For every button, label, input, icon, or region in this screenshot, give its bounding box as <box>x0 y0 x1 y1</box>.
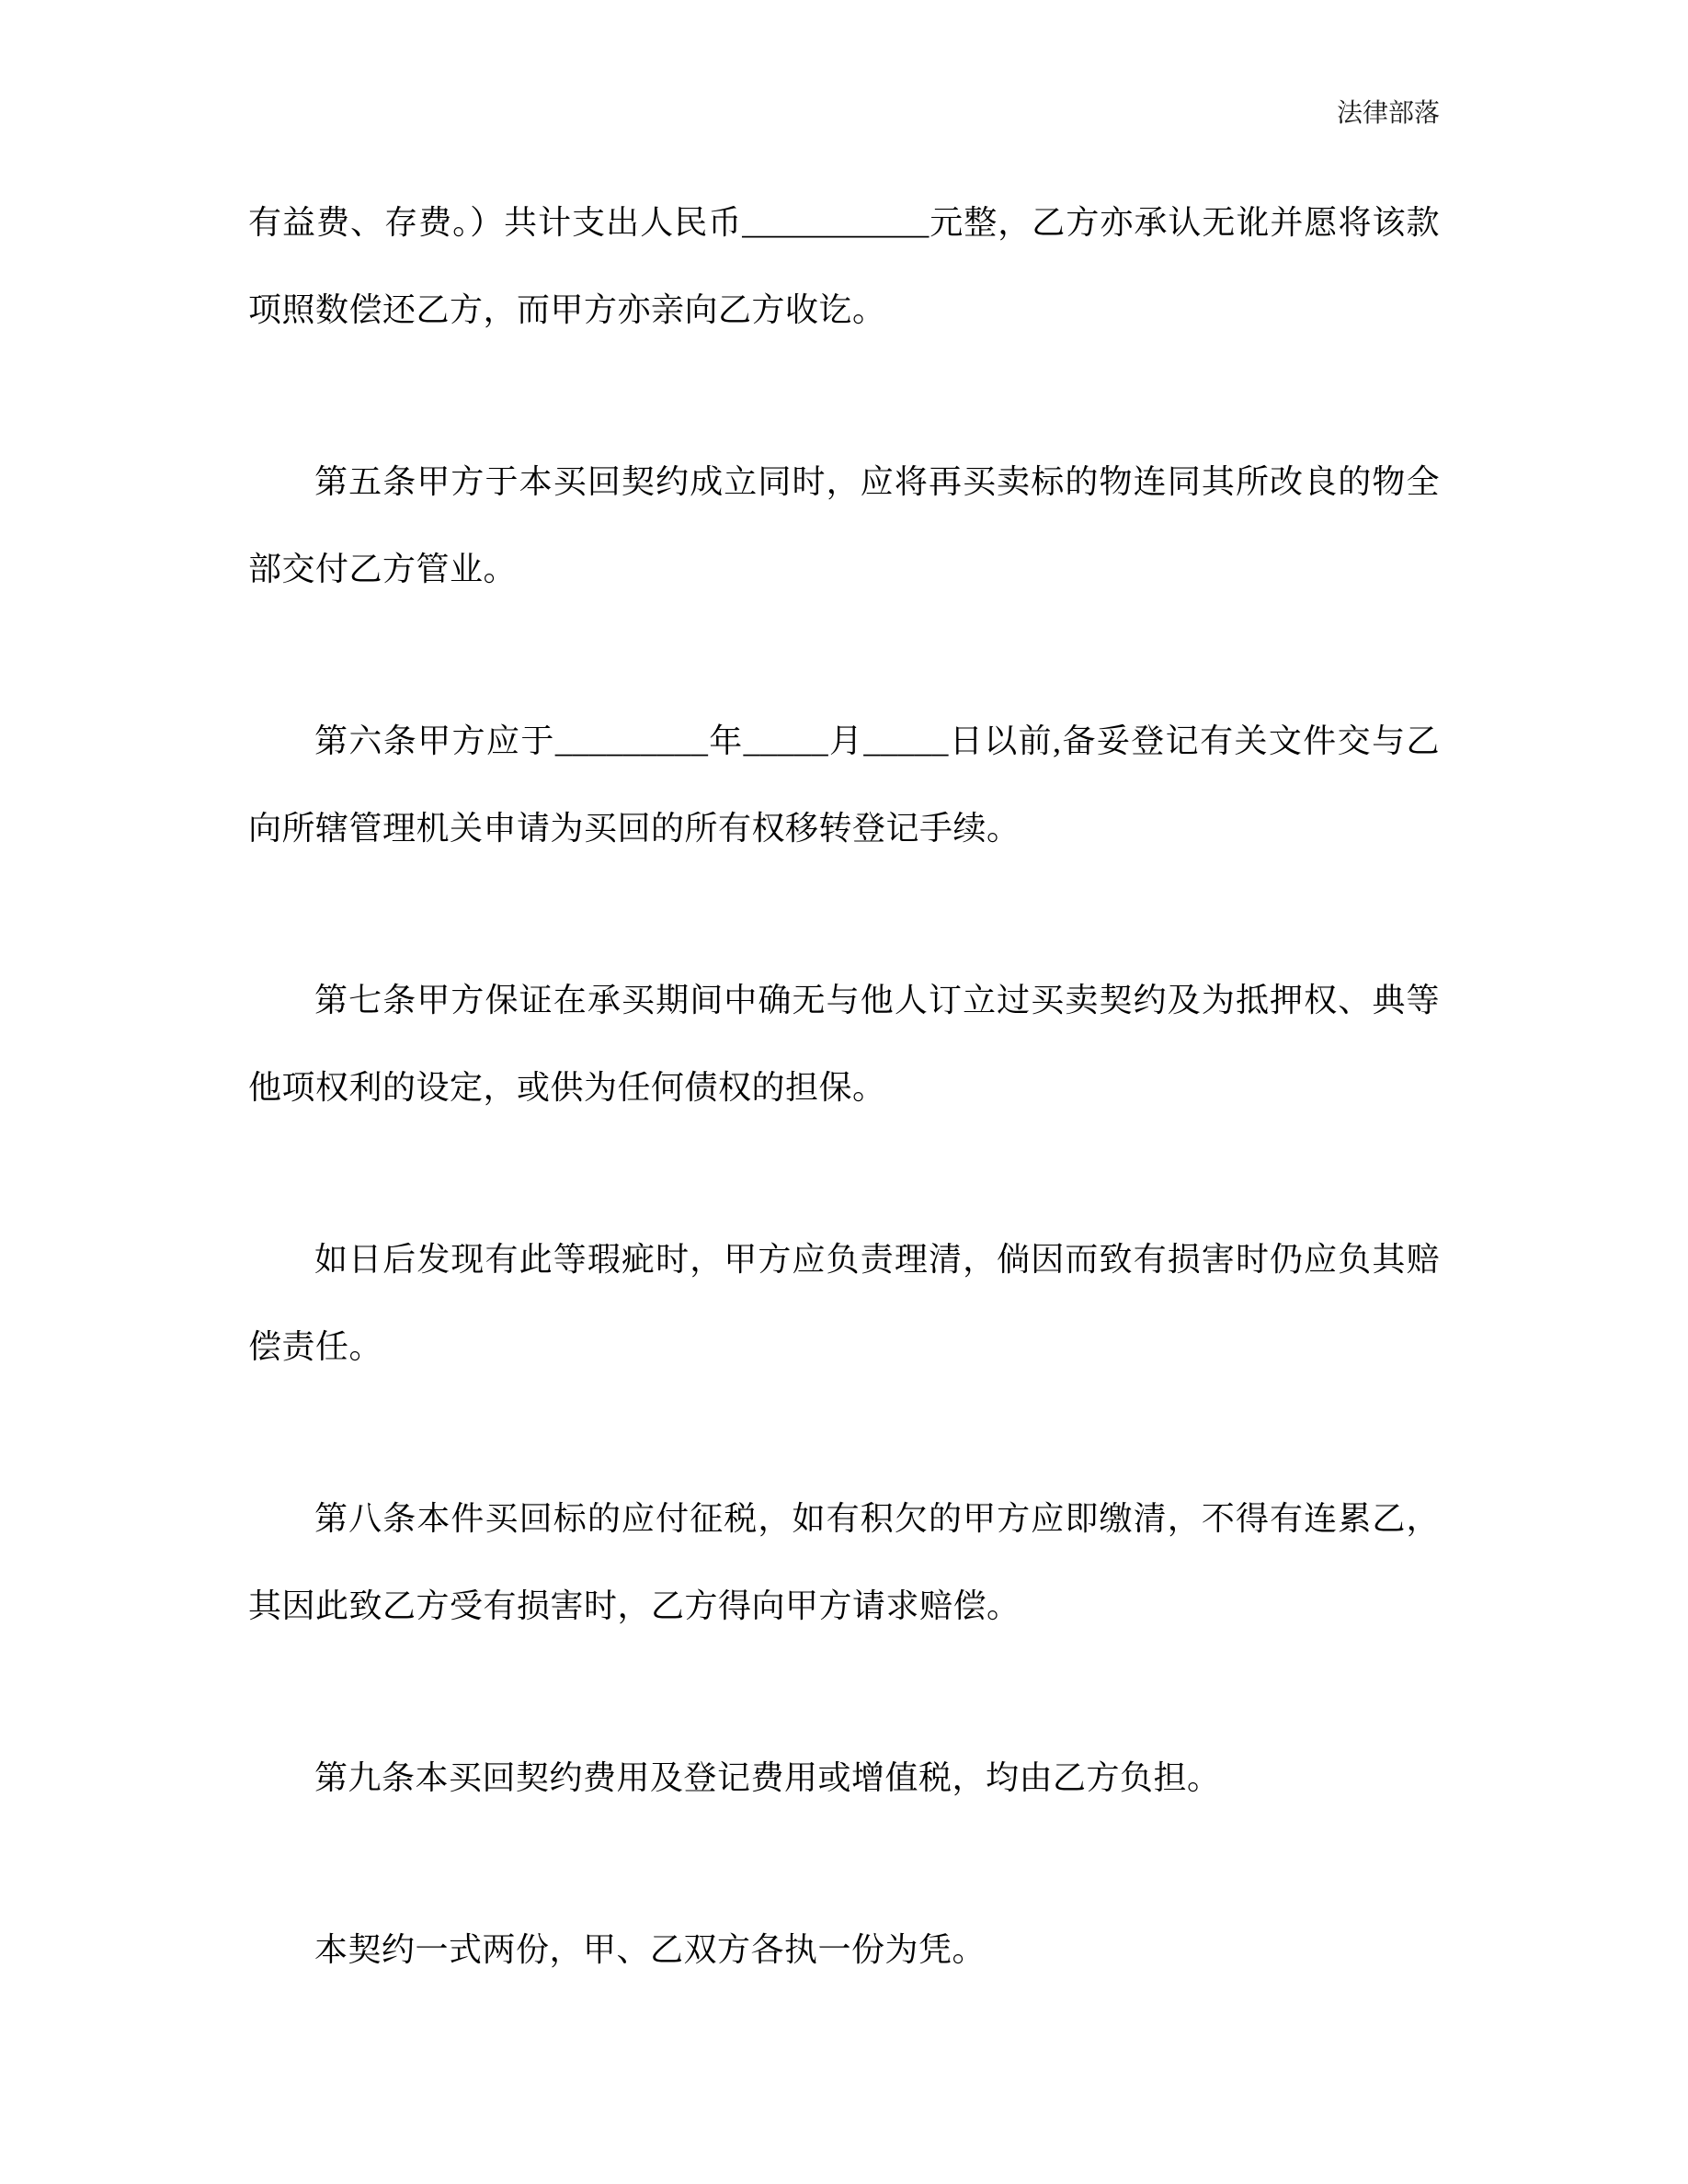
page-header <box>248 96 1440 132</box>
paragraph-clause8: 第八条本件买回标的应付征税，如有积欠的甲方应即缴清，不得有连累乙，其因此致乙方受有损害时，乙方得向甲方请求赔偿。 <box>248 1500 1440 1624</box>
paragraph-clause4-continuation: 有益费、存费。）共计支出人民币___________元整，乙方亦承认无讹并愿将该款项照数偿还乙方，而甲方亦亲向乙方收讫。 <box>248 204 1440 328</box>
paragraph-clause9: 第九条本买回契约费用及登记费用或增值税，均由乙方负担。 <box>314 1759 1221 1796</box>
paragraph-clause7-liability: 如日后发现有此等瑕疵时，甲方应负责理清，倘因而致有损害时仍应负其赔偿责任。 <box>248 1241 1440 1365</box>
paragraph-clause6: 第六条甲方应于_________年_____月_____日以前,备妥登记有关文件交与乙向所辖管理机关申请为买回的所有权移转登记手续。 <box>248 722 1440 847</box>
paragraph-clause5: 第五条甲方于本买回契约成立同时，应将再买卖标的物连同其所改良的物全部交付乙方管业。 <box>248 463 1440 587</box>
paragraph-clause7: 第七条甲方保证在承买期间中确无与他人订立过买卖契约及为抵押权、典等他项权利的设定，或供为任何债权的担保。 <box>248 982 1440 1106</box>
site-watermark-text: 法律部落 <box>1336 99 1440 128</box>
paragraph-closing: 本契约一式两份，甲、乙双方各执一份为凭。 <box>314 1931 987 1968</box>
